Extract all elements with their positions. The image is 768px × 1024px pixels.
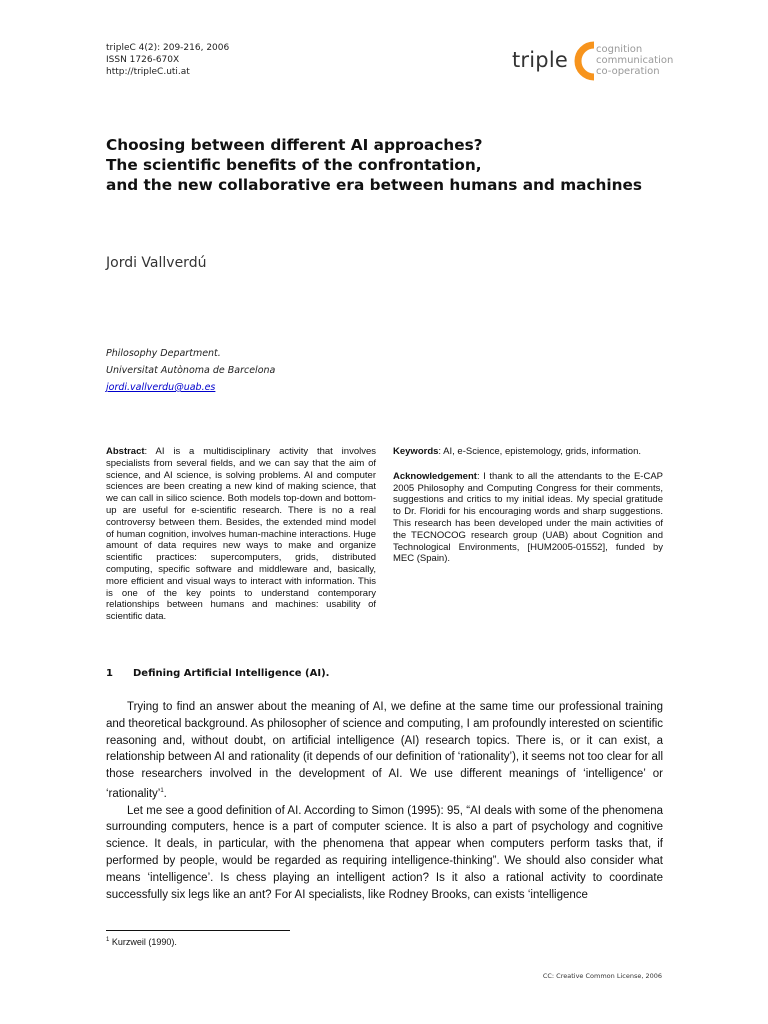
body-paragraph (106, 803, 663, 904)
university: Universitat Autònoma de Barcelona (106, 365, 276, 376)
abstract-label: Abstract (106, 446, 145, 457)
logo-tagline-line: communication (596, 55, 674, 66)
logo-word: triple (512, 48, 568, 72)
section-title: Defining Artificial Intelligence (AI). (133, 668, 330, 679)
author-name: Jordi Vallverdú (106, 255, 207, 271)
footnote-ref[interactable]: 1 (160, 787, 164, 794)
paper-title (106, 135, 642, 195)
body-paragraph (106, 699, 663, 803)
journal-url[interactable]: http://tripleC.uti.at (106, 67, 190, 77)
logo-c-mark-icon (568, 40, 598, 82)
paragraph-text: Let me see a good definition of AI. According to Simon (1995): 95, “AI deals with some of the phenomena surrounding computers, hence is a part of computer science. It is also a part of psychology and cognitive science. It deals, in particular, with the phenomena that appear when computers perform tasks that, if performed by people, would be regarded as requiring intelligence-thinking”. We should also consider what means ‘intelligence’. Is chess playing an intelligent action? Is it also a rational activity to coordinate successfully six legs like an ant? For AI specialists, like Rodney Brooks, can exists ‘intelligence (106, 804, 663, 901)
title-line: Choosing between different AI approaches? (106, 136, 483, 154)
abstract (106, 446, 376, 623)
keywords (393, 446, 663, 458)
footnote-mark: 1 (106, 937, 110, 943)
acknowledgement-label: Acknowledgement (393, 470, 477, 482)
logo-tagline (596, 44, 673, 77)
title-line: and the new collaborative era between humans and machines (106, 176, 643, 194)
logo-tagline-line: cognition (596, 44, 643, 55)
footnote (106, 937, 177, 947)
license-note: CC: Creative Common License, 2006 (542, 972, 662, 980)
footnote-text: Kurzweil (1990). (109, 937, 177, 947)
journal-issn: ISSN 1726-670X (106, 55, 180, 65)
email-link[interactable]: jordi.vallverdu@uab.es (106, 382, 216, 393)
body-text (106, 699, 663, 903)
section-heading (106, 668, 329, 679)
section-number: 1 (106, 668, 113, 679)
paragraph-text: Trying to find an answer about the meaning of AI, we define at the same time our professional training and theoretical background. As philosopher of science and computing, I am profoundly interested on scientific reasoning and, without doubt, on artificial intelligence (AI) research topics. There is, or it can exist, a relationship between AI and rationality (it depends of our definition of ‘rationality’), it seems not too clear for all those researchers involved in the development of AI. We use different meanings of ‘intelligence’ or ‘rationality’ (106, 701, 663, 800)
logo-tagline-line: co-operation (596, 66, 660, 77)
department: Philosophy Department. (106, 348, 221, 359)
journal-header (106, 42, 229, 78)
acknowledgement (393, 471, 663, 565)
paragraph-text: . (163, 787, 167, 800)
footnote-divider (106, 930, 290, 931)
keywords-label: Keywords (393, 446, 439, 457)
journal-citation: tripleC 4(2): 209-216, 2006 (106, 43, 230, 53)
title-line: The scientific benefits of the confrontation, (106, 156, 482, 174)
right-column (393, 446, 663, 591)
acknowledgement-text: : I thank to all the attendants to the E-CAP 2005 Philosophy and Computing Congress for their comments, suggestions and critics to my initial ideas. My special gratitude to Dr. Floridi for his encouraging words and sharp suggestions. This research has been developed under the main activities of the TECNOCOG research group (UAB) about Cognition and Technological Environments, [HUM2005-01552], funded by MEC (Spain). (393, 470, 663, 565)
affiliation (106, 345, 275, 396)
keywords-text: : AI, e-Science, epistemology, grids, information. (438, 446, 641, 457)
triplec-logo (512, 40, 672, 82)
abstract-text: : AI is a multidisciplinary activity that involves specialists from several fields, and we can say that the aim of science, and AI science, is solving problems. AI and computer sciences are been creating a new kind of making science, that we can call in silico science. Both models top-down and bottom-up are useful for e-scientific research. There is no a real controversy between them. Besides, the extended mind model of human cognition, involves human-machine interactions. Huge amount of data requires new ways to make and organize scientific practices: supercomputers, grids, distributed computing, specific software and middleware and, basically, more efficient and visual ways to interact with information. This is one of the key points to understand contemporary relationships between humans and machines: usability of scientific data. (106, 446, 376, 623)
